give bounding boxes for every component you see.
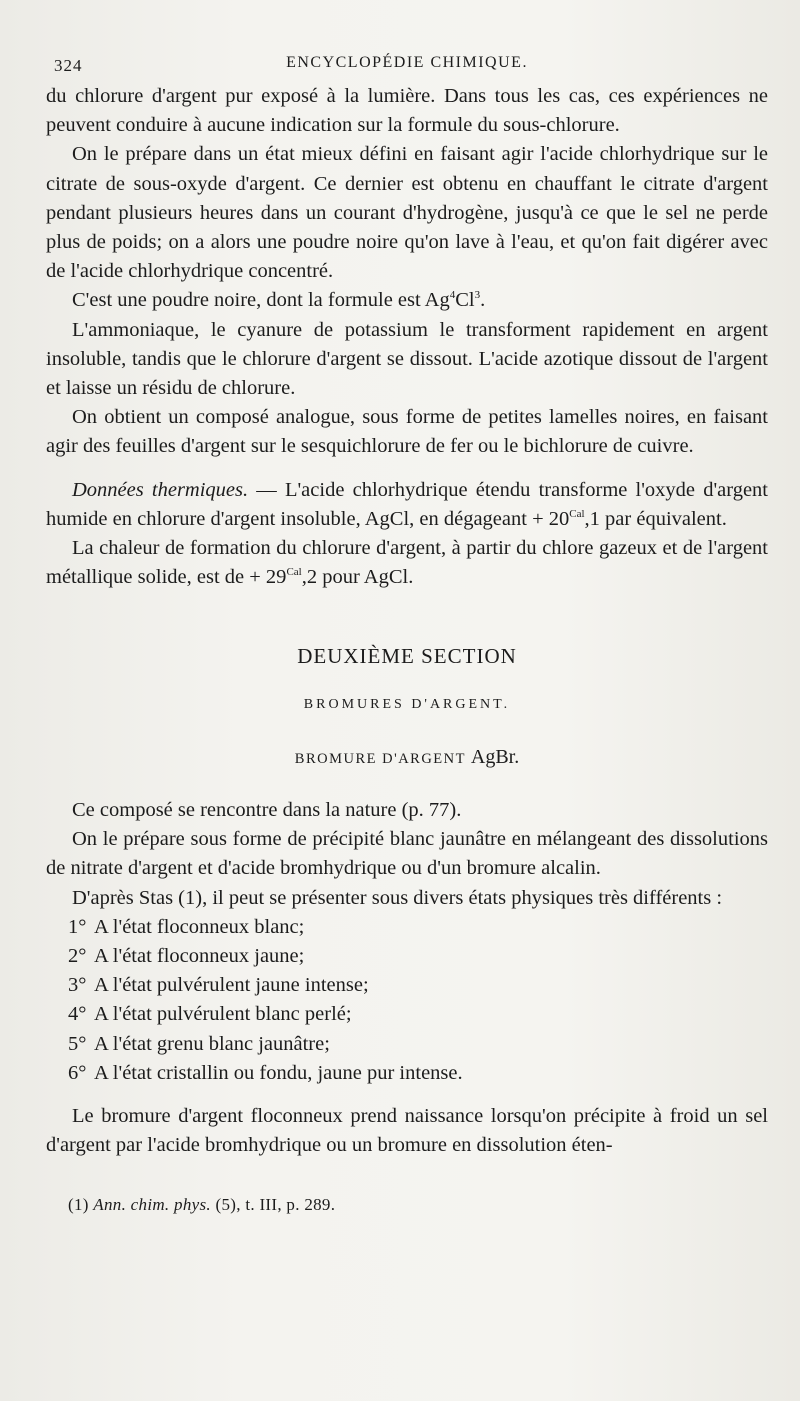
list-item — [46, 1030, 768, 1059]
subsection-title: BROMURES D'ARGENT. — [303, 696, 511, 712]
footnote-reference: (5), t. III, p. 289. — [215, 1194, 336, 1214]
body-text — [46, 82, 768, 1161]
paragraph-preparation: On le prépare dans un état mieux défini en faisant agir l'acide chlorhydrique sur le citrate de sous-oxyde d'argent. Ce dernier est obtenu en chauffant le citrate d'argent pendant plusieurs heures dans un courant d'hydrogène, jusqu'à ce que le sel ne perde plus de poids; on a alors une poudre noire qu'on lave à l'eau, et qu'on fait digérer avec de l'acide chlorhydrique concentré. — [46, 143, 768, 283]
running-title: ENCYCLOPÉDIE CHIMIQUE. — [286, 54, 528, 71]
list-item — [46, 971, 768, 1000]
list-item — [46, 1000, 768, 1029]
formula-superscript: 4 — [449, 289, 456, 302]
list-text: A l'état floconneux jaune; — [94, 945, 305, 968]
footnote — [46, 1195, 768, 1215]
list-item — [46, 913, 768, 942]
footnote-source: Ann. chim. phys. — [93, 1194, 211, 1214]
list-number: 1° — [68, 915, 87, 938]
list-number: 4° — [68, 1003, 87, 1026]
list-text: A l'état grenu blanc jaunâtre; — [94, 1032, 330, 1055]
list-text: A l'état floconneux blanc; — [94, 915, 305, 938]
paragraph-precipitate: On le prépare sous forme de précipité blanc jaunâtre en mélangeant des dissolutions de nitrate d'argent et d'acide bromhydrique ou d'un bromure alcalin. — [46, 828, 768, 880]
list-number: 5° — [68, 1032, 87, 1055]
list-text: A l'état cristallin ou fondu, jaune pur intense. — [94, 1061, 463, 1084]
paragraph-heat-formation — [46, 534, 768, 592]
formula-text: Cl — [455, 289, 475, 312]
heat-text: ,2 pour AgCl. — [301, 566, 414, 589]
compound-label: BROMURE D'ARGENT — [294, 750, 466, 767]
formula-superscript: 3 — [474, 289, 481, 302]
paragraph-ammonia: L'ammoniaque, le cyanure de potassium le transforment rapidement en argent insoluble, tandis que le chlorure d'argent se dissout. L'acide azotique dissout de l'argent et laisse un résidu de chlorure. — [46, 318, 768, 400]
paragraph-analogue: On obtient un composé analogue, sous forme de petites lamelles noires, en faisant agir des feuilles d'argent sur le sesquichlorure de fer ou le bichlorure de cuivre. — [46, 406, 768, 458]
page-number: 324 — [54, 56, 83, 75]
compound-title — [46, 743, 768, 774]
compound-formula: AgBr. — [470, 745, 520, 768]
footnote-marker: (1) — [68, 1194, 89, 1214]
paragraph-thermal-data — [46, 476, 768, 534]
calorie-superscript: Cal — [569, 507, 585, 520]
list-text: A l'état pulvérulent jaune intense; — [94, 974, 369, 997]
formula-text: . — [480, 289, 486, 312]
paragraph-formula — [46, 286, 768, 315]
heat-text: La chaleur de formation du chlorure d'argent, à partir du chlore gazeux et de l'argent métallique solide, est de + 29 — [46, 537, 768, 589]
list-number: 2° — [68, 945, 87, 968]
list-item — [46, 1059, 768, 1088]
formula-text: C'est une poudre noire, dont la formule est Ag — [72, 289, 450, 312]
thermal-data-heading: Données thermiques. — [72, 478, 249, 501]
thermal-text: ,1 par équivalent. — [584, 507, 727, 530]
running-head — [46, 46, 768, 82]
paragraph-continuation: du chlorure d'argent pur exposé à la lumière. Dans tous les cas, ces expériences ne peuvent conduire à aucune indication sur la formule du sous-chlorure. — [46, 85, 768, 137]
section-title: DEUXIÈME SECTION — [297, 644, 517, 669]
list-number: 6° — [68, 1061, 87, 1084]
paragraph-nature: Ce composé se rencontre dans la nature (p. 77). — [72, 799, 462, 822]
list-text: A l'état pulvérulent blanc perlé; — [94, 1003, 352, 1026]
paragraph-floconneux: Le bromure d'argent floconneux prend naissance lorsqu'on précipite à froid un sel d'argent par l'acide bromhydrique ou un bromure en dissolution éten- — [46, 1105, 768, 1157]
list-number: 3° — [68, 974, 87, 997]
calorie-superscript: Cal — [286, 566, 302, 579]
thermal-text: — L'acide chlorhydrique étendu transforme l'oxyde d'argent humide en chlorure d'argent insoluble, AgCl, en dégageant + 20 — [46, 478, 768, 530]
physical-states-list — [46, 913, 768, 1088]
paragraph-stas: D'après Stas (1), il peut se présenter sous divers états physiques très différents : — [72, 886, 723, 909]
list-item — [46, 942, 768, 971]
